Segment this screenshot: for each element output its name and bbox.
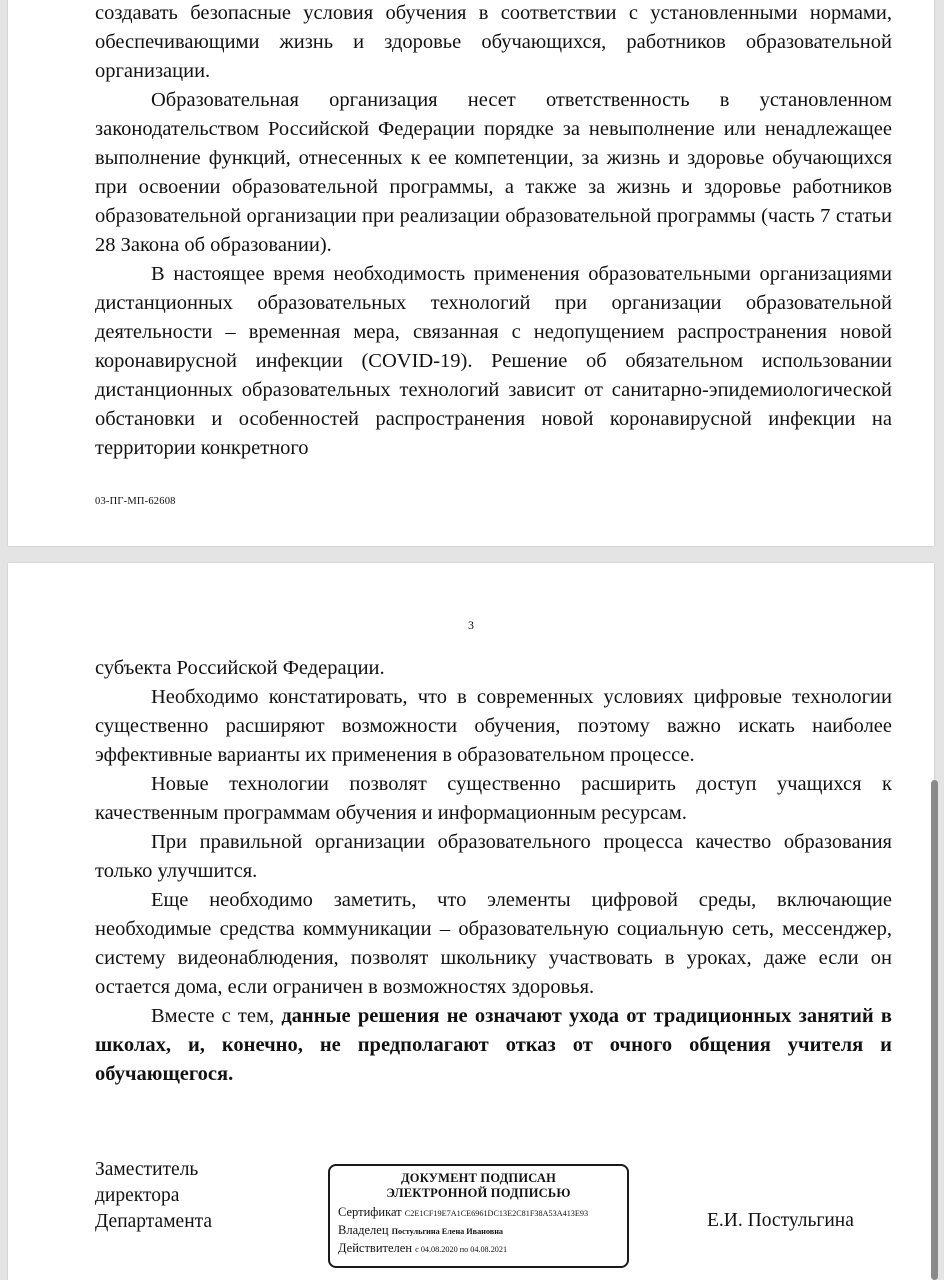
- page-number: 3: [468, 618, 474, 632]
- stamp-header: ДОКУМЕНТ ПОДПИСАН ЭЛЕКТРОННОЙ ПОДПИСЬЮ: [386, 1171, 571, 1200]
- scrollbar-thumb[interactable]: [931, 780, 938, 1280]
- stamp-certificate-row: [338, 1204, 619, 1222]
- stamp-owner-row: [338, 1222, 619, 1240]
- signer-position: Заместитель директора Департамента: [95, 1159, 213, 1232]
- page-2-text: [95, 0, 892, 463]
- paragraph-new-technologies: Новые технологии позволят существенно расширить доступ учащихся к качественным программам обучения и информационным ресурсам.: [95, 773, 892, 824]
- validity-label: Действителен: [338, 1241, 413, 1255]
- paragraph-digital-technologies: Необходимо констатировать, что в современных условиях цифровые технологии существенно расширяют возможности обучения, поэтому важно искать наиболее эффективные варианты их применения в образовательном процессе.: [95, 686, 892, 766]
- document-page-2: [8, 0, 934, 546]
- signer-name: Е.И. Постульгина: [707, 1210, 854, 1231]
- document-code: 03-ПГ-МП-62608: [95, 496, 176, 507]
- paragraph-continuation: создавать безопасные условия обучения в соответствии с установленными нормами, обеспечивающими жизнь и здоровье обучающихся, работников образовательной организации.: [95, 2, 892, 82]
- paragraph-distance-learning: В настоящее время необходимость применения образовательными организациями дистанционных образовательных технологий при организации образовательной деятельности – временная мера, связанная с недопущением распространения новой коронавирусной инфекции (COVID-19). Решение об обязательном использовании дистанционных образовательных технологий зависит от санитарно-эпидемиологической обстановки и особенностей распространения новой коронавирусной инфекции на территории конкретного: [95, 263, 892, 459]
- paragraph-digital-environment: Еще необходимо заметить, что элементы цифровой среды, включающие необходимые средства коммуникации – образовательную социальную сеть, мессенджер, систему видеонаблюдения, позволят школьнику участвовать в уроках, даже если он остается дома, если ограничен в возможностях здоровья.: [95, 889, 892, 998]
- document-page-3: [8, 563, 934, 1280]
- owner-label: Владелец: [338, 1223, 389, 1237]
- certificate-value: C2E1CF19E7A1CE6961DC13E2C81F38A53A413E93: [404, 1209, 589, 1218]
- owner-value: Постульгина Елена Ивановна: [391, 1227, 504, 1236]
- paragraph-responsibility: Образовательная организация несет ответственность в установленном законодательством Российской Федерации порядке за невыполнение или ненадлежащее выполнение функций, отнесенных к ее компетенции, за жизнь и здоровье обучающихся при освоении образовательной программы, а также за жизнь и здоровье работников образовательной организации при реализации образовательной программы (часть 7 статьи 28 Закона об образовании).: [95, 89, 892, 256]
- paragraph-conclusion: [95, 1002, 892, 1089]
- page-3-text: [95, 654, 892, 1089]
- electronic-signature-stamp: [328, 1164, 629, 1268]
- conclusion-plain-text: Вместе с тем,: [151, 1005, 282, 1027]
- stamp-validity-row: [338, 1240, 619, 1258]
- validity-value: с 04.08.2020 по 04.08.2021: [415, 1245, 508, 1254]
- paragraph-quality: При правильной организации образовательного процесса качество образования только улучшится.: [95, 831, 892, 882]
- certificate-label: Сертификат: [338, 1205, 402, 1219]
- conclusion-bold-text: данные решения не означают ухода от традиционных занятий в школах, и, конечно, не предполагают отказ от очного общения учителя и обучающегося.: [95, 1005, 892, 1085]
- paragraph-subject-continuation: субъекта Российской Федерации.: [95, 657, 385, 679]
